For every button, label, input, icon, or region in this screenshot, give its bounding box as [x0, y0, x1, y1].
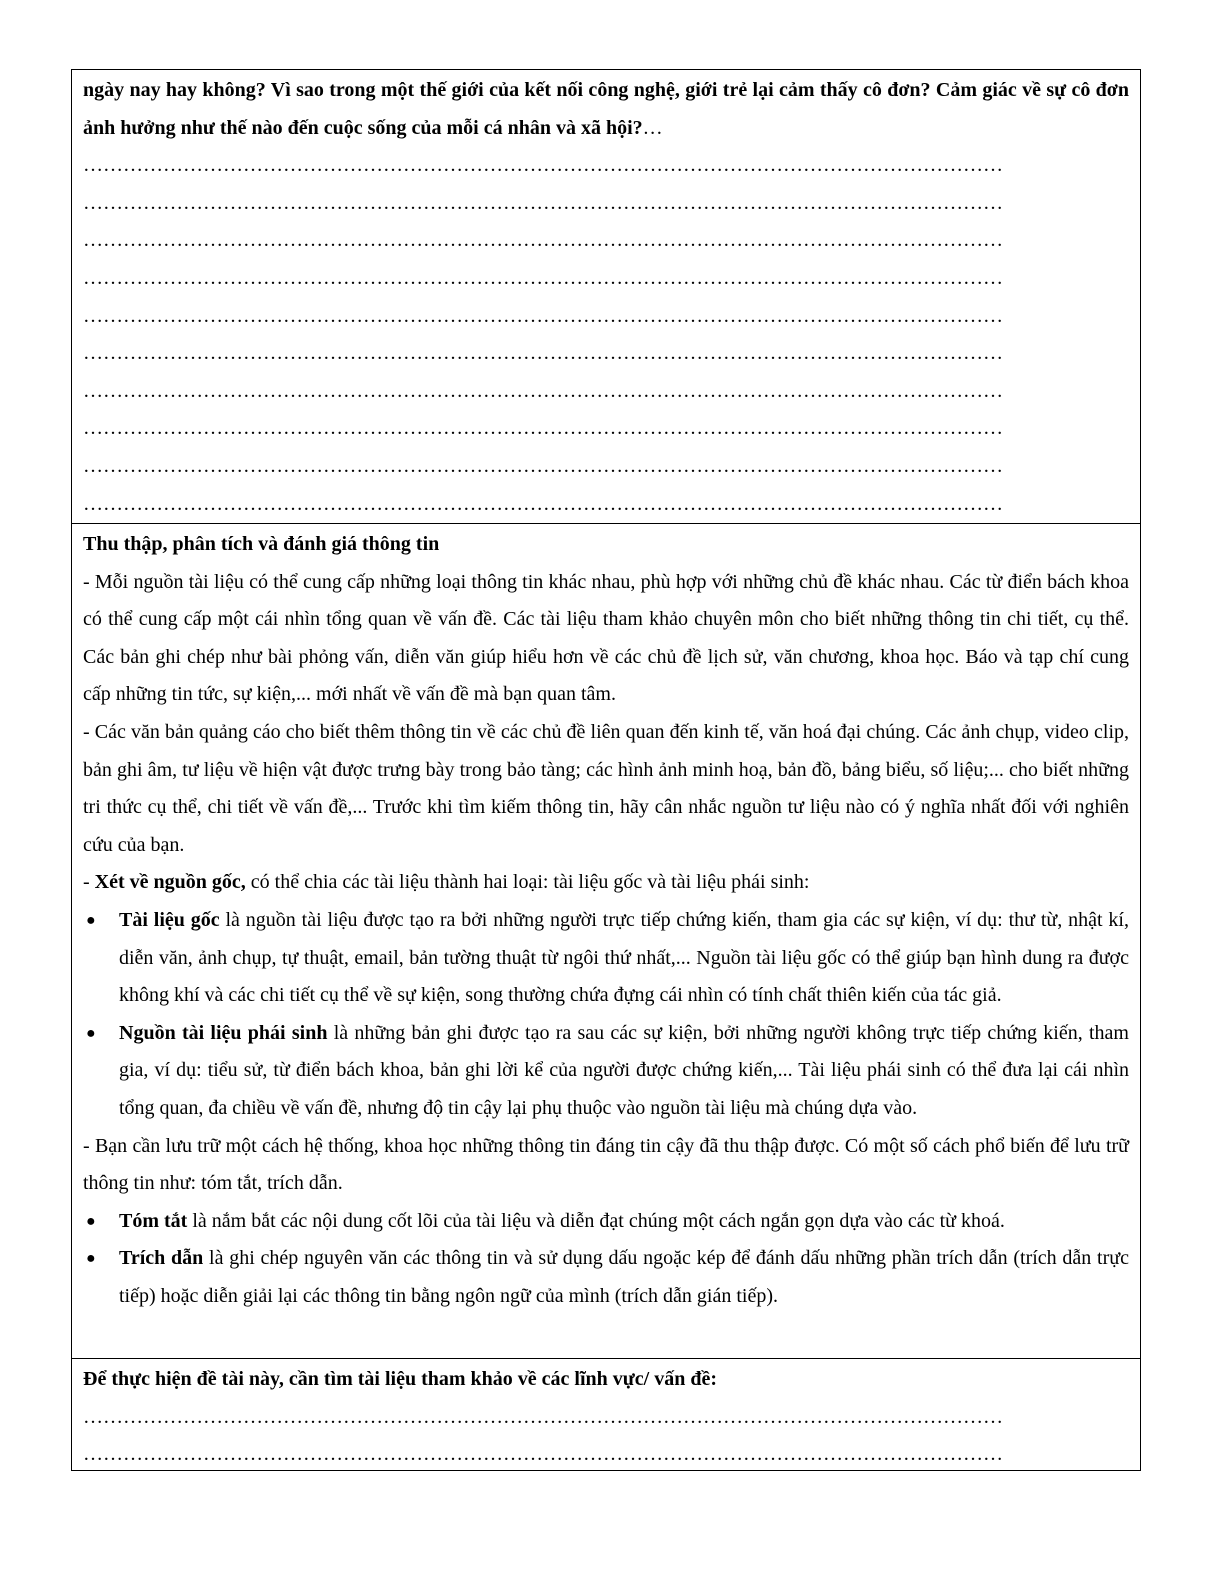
answer-line[interactable]: …………………………………………………………………………………………………………………………	[83, 266, 1003, 289]
answer-line[interactable]: …………………………………………………………………………………………………………………………	[83, 454, 1003, 477]
paragraph-media: - Các văn bản quảng cáo cho biết thêm thông tin về các chủ đề liên quan đến kinh tế, văn hoá đại chúng. Các ảnh chụp, video clip, bản ghi âm, tư liệu về hiện vật được trưng bày trong bảo tàng; các hình ảnh minh hoạ, bản đồ, bảng biểu, số liệu;... cho biết những tri thức cụ thể, chi tiết về vấn đề,... Trước khi tìm kiếm thông tin, hãy cân nhắc nguồn tư liệu nào có ý nghĩa nhất đối với nghiên cứu của bạn.	[83, 720, 1129, 856]
bullet-icon: ●	[86, 1212, 96, 1230]
list-item-term: Trích dẫn	[119, 1247, 204, 1270]
list-item	[83, 1203, 1129, 1241]
paragraph-sources: - Mỗi nguồn tài liệu có thể cung cấp những loại thông tin khác nhau, phù hợp với những chủ đề khác nhau. Các từ điển bách khoa có thể cung cấp một cái nhìn tổng quan về vấn đề. Các tài liệu tham khảo chuyên môn cho biết những thông tin chi tiết, cụ thể. Các bản ghi chép như bài phỏng vấn, diễn văn giúp hiểu hơn về các chủ đề lịch sử, văn chương, khoa học. Báo và tạp chí cung cấp những tin tức, sự kiện,... mới nhất về vấn đề mà bạn quan tâm.	[83, 570, 1129, 706]
answer-line[interactable]: …………………………………………………………………………………………………………………………	[83, 1443, 1003, 1466]
references-cell	[71, 1359, 1141, 1471]
answer-line[interactable]: …………………………………………………………………………………………………………………………	[83, 417, 1003, 440]
question-text	[83, 72, 1129, 147]
paragraph-origin-bold: Xét về nguồn gốc,	[94, 871, 246, 894]
list-item-text: là nắm bắt các nội dung cốt lõi của tài liệu và diễn đạt chúng một cách ngắn gọn dựa vào các từ khoá.	[187, 1209, 1005, 1232]
paragraph-origin	[83, 864, 1129, 902]
answer-line[interactable]: …………………………………………………………………………………………………………………………	[83, 304, 1003, 327]
bullet-icon: ●	[86, 1024, 96, 1042]
list-item-term: Tóm tắt	[119, 1209, 188, 1232]
answer-line[interactable]: …………………………………………………………………………………………………………………………	[83, 229, 1003, 252]
list-item-term: Nguồn tài liệu phái sinh	[119, 1021, 328, 1044]
question-ellipsis: …	[642, 116, 663, 139]
bullet-icon: ●	[86, 911, 96, 929]
question-cell	[71, 69, 1141, 524]
list-item-text: là những bản ghi được tạo ra sau các sự kiện, bởi những người không trực tiếp chứng kiến, tham gia, ví dụ: tiểu sử, từ điển bách khoa, bản ghi lời kể của người được chứng kiến,... Tài liệu phái sinh có thể đưa lại cái nhìn tổng quan, đa chiều về vấn đề, nhưng độ tin cậy lại phụ thuộc vào nguồn tài liệu mà chúng dựa vào.	[119, 1021, 1129, 1119]
answer-line[interactable]: …………………………………………………………………………………………………………………………	[83, 379, 1003, 402]
list-item-text: là ghi chép nguyên văn các thông tin và sử dụng dấu ngoặc kép để đánh dấu những phần trích dẫn (trích dẫn trực tiếp) hoặc diễn giải lại các thông tin bằng ngôn ngữ của mình (trích dẫn gián tiếp).	[119, 1247, 1129, 1307]
section-heading: Thu thập, phân tích và đánh giá thông tin	[83, 533, 440, 555]
answer-line[interactable]: …………………………………………………………………………………………………………………………	[83, 191, 1003, 214]
answer-line[interactable]: …………………………………………………………………………………………………………………………	[83, 154, 1003, 177]
bullet-icon: ●	[86, 1250, 96, 1268]
paragraph-origin-prefix: -	[83, 871, 95, 894]
list-item-text: là nguồn tài liệu được tạo ra bởi những người trực tiếp chứng kiến, tham gia các sự kiện, ví dụ: thư từ, nhật kí, diễn văn, ảnh chụp, tự thuật, email, bản tường thuật từ ngôi thứ nhất,... Nguồn tài liệu gốc có thể giúp bạn hình dung ra được không khí và các chi tiết cụ thể về sự kiện, song thường chứa đựng cái nhìn có tính chất thiên kiến của tác giả.	[119, 908, 1129, 1007]
answer-line[interactable]: …………………………………………………………………………………………………………………………	[83, 342, 1003, 365]
worksheet-table	[71, 69, 1141, 1471]
paragraph-storage: - Bạn cần lưu trữ một cách hệ thống, khoa học những thông tin đáng tin cậy đã thu thập được. Có một số cách phổ biến để lưu trữ thông tin như: tóm tắt, trích dẫn.	[83, 1134, 1129, 1195]
list-item	[83, 902, 1129, 1015]
list-item	[83, 1240, 1129, 1315]
list-item	[83, 1015, 1129, 1128]
list-item-term: Tài liệu gốc	[119, 908, 220, 931]
answer-line[interactable]: …………………………………………………………………………………………………………………………	[83, 1405, 1003, 1428]
question-body: ngày nay hay không? Vì sao trong một thế giới của kết nối công nghệ, giới trẻ lại cảm thấy cô đơn? Cảm giác về sự cô đơn ảnh hưởng như thế nào đến cuộc sống của mỗi cá nhân và xã hội?	[83, 79, 1129, 139]
paragraph-origin-rest: có thể chia các tài liệu thành hai loại: tài liệu gốc và tài liệu phái sinh:	[245, 871, 810, 894]
references-heading: Để thực hiện đề tài này, cần tìm tài liệu tham khảo về các lĩnh vực/ vấn đề:	[83, 1368, 718, 1390]
answer-line[interactable]: …………………………………………………………………………………………………………………………	[83, 492, 1003, 515]
guidance-cell	[71, 524, 1141, 1359]
